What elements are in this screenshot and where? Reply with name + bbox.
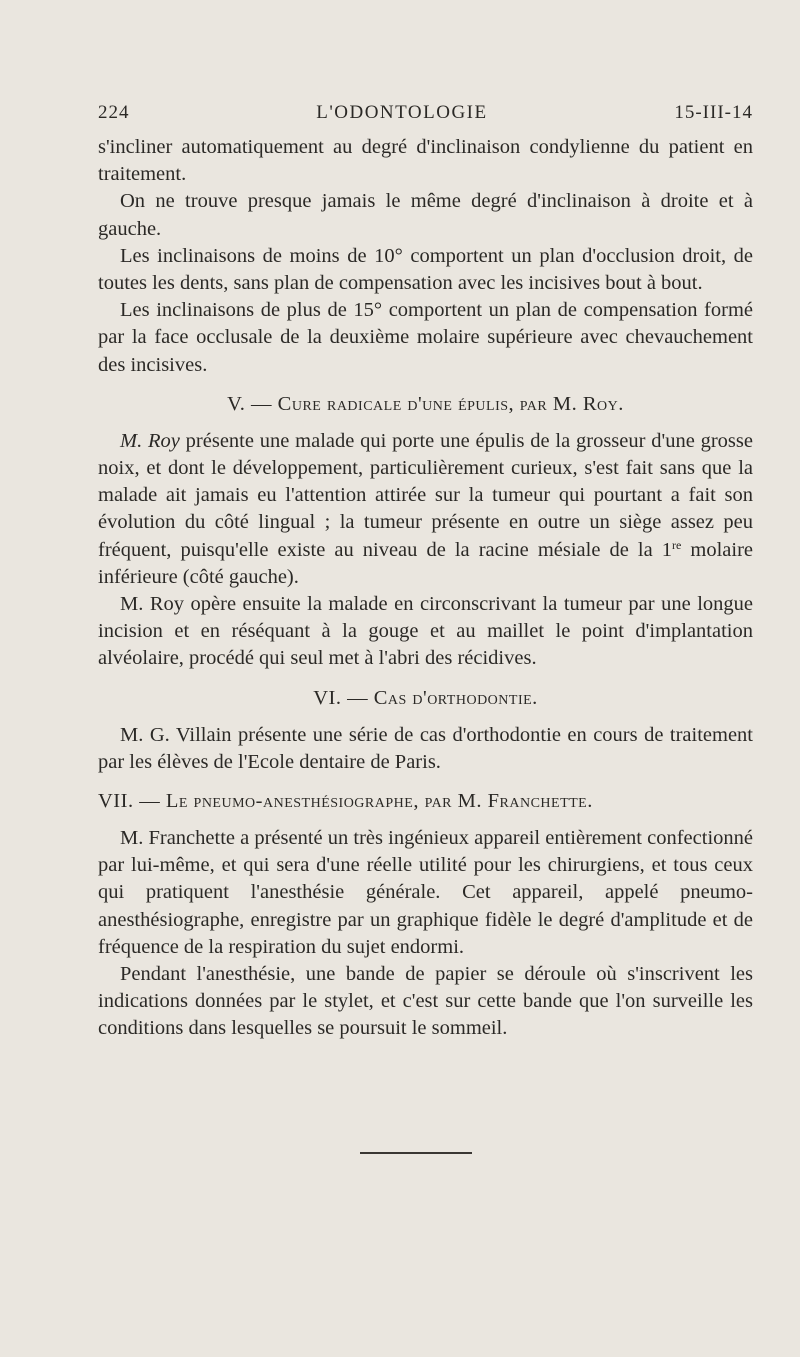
- section-heading-v: V. — Cure radicale d'une épulis, par M. Roy.: [227, 392, 624, 415]
- paragraph: On ne trouve presque jamais le même degré d'inclinaison à droite et à gauche.: [98, 190, 753, 240]
- paragraph: Les inclinaisons de plus de 15° comportent un plan de compensation formé par la face occlusale de la deuxième molaire supérieure avec chevauchement des incisives.: [98, 299, 753, 376]
- author-name: M. Roy: [120, 429, 180, 452]
- paragraph: s'incliner automatiquement au degré d'inclinaison condylienne du patient en traitement.: [98, 136, 753, 186]
- paragraph: M. Roy opère ensuite la malade en circonscrivant la tumeur par une longue incision et en réséquant à la gouge et au maillet le point d'implantation alvéolaire, procédé qui seul met à l'abri des récidives.: [98, 593, 753, 670]
- paragraph: [98, 428, 753, 591]
- closing-rule: [360, 1152, 472, 1154]
- page-number: 224: [98, 102, 130, 123]
- paragraph: M. Franchette a présenté un très ingénieux appareil entièrement confectionné par lui-même, et qui sera d'une réelle utilité pour les chirurgiens, et tous ceux qui pratiquent l'anesthésie générale. Cet appareil, appelé pneumo-anesthésiographe, enregistre par un graphique fidèle le degré d'amplitude et de fréquence de la respiration du sujet endormi.: [98, 827, 753, 958]
- paragraph: Les inclinaisons de moins de 10° comportent un plan d'occlusion droit, de toutes les dents, sans plan de compensation avec les incisives bout à bout.: [98, 244, 753, 295]
- paragraph-text: présente une malade qui porte une épulis de la grosseur d'une grosse noix, et dont le développement, particulièrement curieux, s'est fait sans que la malade ait jamais eu l'attention attirée sur la tumeur qui pourtant a fait son évolution du côté lingual ; la tumeur présente en outre un siège assez peu fréquent, puisqu'elle existe au niveau de la racine mésiale de la: [98, 429, 753, 561]
- section-heading-vi: VI. — Cas d'orthodontie.: [313, 686, 538, 709]
- ordinal: 1: [661, 538, 672, 561]
- ordinal-suffix: re: [672, 537, 682, 552]
- paragraph: Pendant l'anesthésie, une bande de papier se déroule où s'inscrivent les indications données par le stylet, et c'est sur cette bande que l'on surveille les conditions dans lesquelles se poursuit le sommeil.: [98, 963, 753, 1040]
- paragraph: M. G. Villain présente une série de cas d'orthodontie en cours de traitement par les élèves de l'Ecole dentaire de Paris.: [98, 723, 753, 773]
- issue-date: 15-III-14: [674, 102, 753, 123]
- section-heading-vii: VII. — Le pneumo-anesthésiographe, par M. Franchette.: [98, 790, 593, 813]
- journal-title: L'ODONTOLOGIE: [316, 102, 488, 123]
- paragraph-text: molaire inférieure (côté gauche).: [98, 538, 753, 588]
- running-header: [98, 102, 753, 124]
- page: [98, 102, 753, 1043]
